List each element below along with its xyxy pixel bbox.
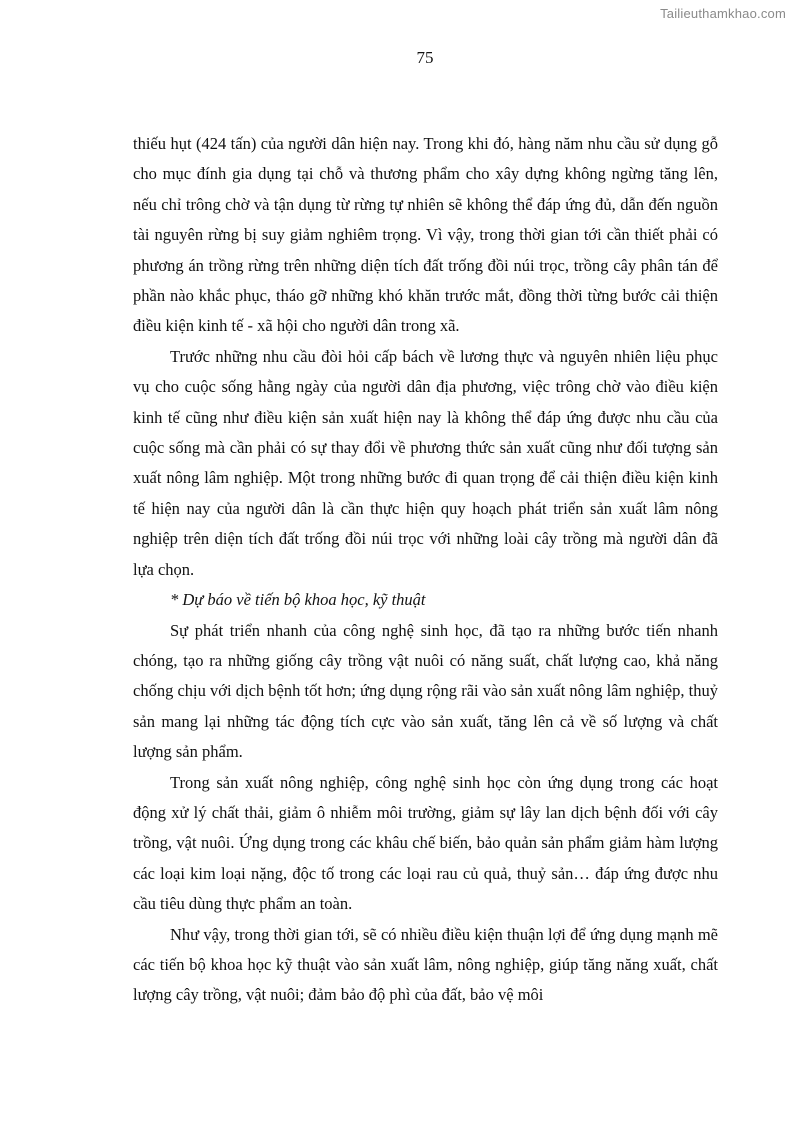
watermark-text: Tailieuthamkhao.com <box>660 6 786 21</box>
document-body <box>133 129 718 1011</box>
paragraph-food-fuel-needs: Trước những nhu cầu đòi hỏi cấp bách về lương thực và nguyên nhiên liệu phục vụ cho cuộc sống hằng ngày của người dân địa phương, việc trông chờ vào điều kiện kinh tế cũng như điều kiện sản xuất hiện nay là không thể đáp ứng được nhu cầu của cuộc sống mà cần phải có sự thay đổi về phương thức sản xuất cũng như đối tượng sản xuất nông lâm nghiệp. Một trong những bước đi quan trọng để cải thiện điều kiện kinh tế hiện nay của người dân là cần thực hiện quy hoạch phát triển sản xuất lâm nông nghiệp trên diện tích đất trống đồi núi trọc với những loài cây trồng mà người dân đã lựa chọn. <box>133 346 718 579</box>
paragraph-continuation: thiếu hụt (424 tấn) của người dân hiện nay. Trong khi đó, hàng năm nhu cầu sử dụng gỗ cho mục đính gia dụng tại chỗ và thương phẩm cho xây dựng không ngừng tăng lên, nếu chỉ trông chờ và tận dụng từ rừng tự nhiên sẽ không thể đáp ứng đủ, dẫn đến nguồn tài nguyên rừng bị suy giảm nghiêm trọng. Vì vậy, trong thời gian tới cần thiết phải có phương án trồng rừng trên những diện tích đất trống đồi núi trọc, trồng cây phân tán để phần nào khắc phục, tháo gỡ những khó khăn trước mắt, đồng thời từng bước cải thiện điều kiện kinh tế - xã hội cho người dân trong xã. <box>133 134 718 336</box>
paragraph-conclusion: Như vậy, trong thời gian tới, sẽ có nhiều điều kiện thuận lợi để ứng dụng mạnh mẽ các tiến bộ khoa học kỹ thuật vào sản xuất lâm, nông nghiệp, giúp tăng năng xuất, chất lượng cây trồng, vật nuôi; đảm bảo độ phì của đất, bảo vệ môi <box>133 924 718 1005</box>
paragraph-biotech-agriculture: Trong sản xuất nông nghiệp, công nghệ sinh học còn ứng dụng trong các hoạt động xử lý chất thải, giảm ô nhiễm môi trường, giảm sự lây lan dịch bệnh đối với cây trồng, vật nuôi. Ứng dụng trong các khâu chế biến, bảo quản sản phẩm giảm hàm lượng các loại kim loại nặng, độc tố trong các loại rau củ quả, thuỷ sản… đáp ứng được nhu cầu tiêu dùng thực phẩm an toàn. <box>133 772 718 914</box>
section-heading-tech-forecast: * Dự báo về tiến bộ khoa học, kỹ thuật <box>170 590 426 610</box>
page-number: 75 <box>416 48 434 67</box>
paragraph-biotech-development: Sự phát triển nhanh của công nghệ sinh học, đã tạo ra những bước tiến nhanh chóng, tạo ra những giống cây trồng vật nuôi có năng suất, chất lượng cao, khả năng chống chịu với dịch bệnh tốt hơn; ứng dụng rộng rãi vào sản xuất nông lâm nghiệp, thuỷ sản mang lại những tác động tích cực vào sản xuất, tăng lên cả về số lượng và chất lượng sản phẩm. <box>133 620 718 762</box>
